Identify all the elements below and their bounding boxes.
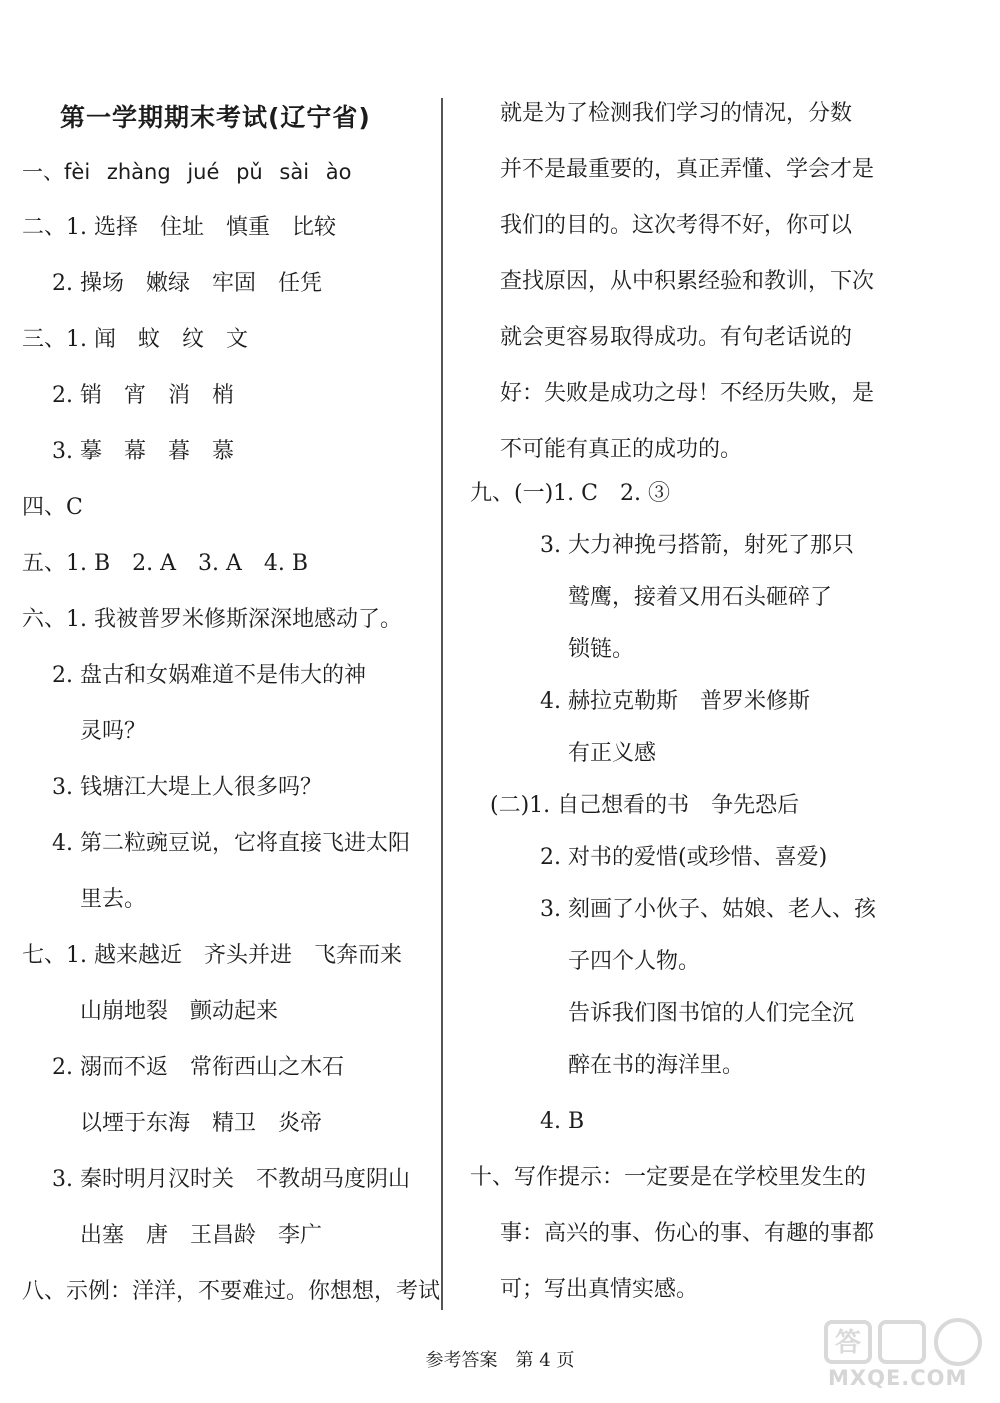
- answer-line: 鹫鹰，接着又用石头砸碎了: [568, 585, 833, 610]
- answer-line: 事：高兴的事、伤心的事、有趣的事都: [500, 1221, 875, 1246]
- answer-line: 告诉我们图书馆的人们完全沉: [568, 1001, 855, 1026]
- answer-line: 醉在书的海洋里。: [568, 1053, 745, 1078]
- answer-line: 子四个人物。: [568, 949, 701, 974]
- page-footer: 参考答案 第 4 页: [425, 1350, 575, 1371]
- answer-line: 3. 大力神挽弓搭箭，射死了那只: [540, 533, 854, 558]
- answer-line: 出塞 唐 王昌龄 李广: [80, 1223, 323, 1248]
- answer-line: 2. 操场 嫩绿 牢固 任凭: [52, 271, 322, 296]
- answer-line: 九、(一)1. C 2. ③: [470, 481, 670, 506]
- answer-line: 3. 摹 幕 暮 慕: [52, 439, 234, 464]
- answer-line: 3. 秦时明月汉时关 不教胡马度阴山: [52, 1167, 410, 1192]
- answer-line: 并不是最重要的，真正弄懂、学会才是: [500, 157, 875, 182]
- answer-line: 有正义感: [568, 741, 657, 766]
- answer-line: 好：失败是成功之母！不经历失败，是: [500, 381, 875, 406]
- answer-line: 七、1. 越来越近 齐头并进 飞奔而来: [22, 943, 402, 968]
- answer-line: 就是为了检测我们学习的情况，分数: [500, 101, 853, 126]
- answer-line: 3. 刻画了小伙子、姑娘、老人、孩: [540, 897, 876, 922]
- answer-line: 十、写作提示：一定要是在学校里发生的: [470, 1165, 867, 1190]
- answer-line: 六、1. 我被普罗米修斯深深地感动了。: [22, 607, 402, 632]
- answer-line: (二)1. 自己想看的书 争先恐后: [490, 793, 800, 818]
- column-divider: [441, 98, 443, 1310]
- answer-line: 2. 销 宵 消 梢: [52, 383, 234, 408]
- answer-line: 八、示例：洋洋，不要难过。你想想，考试: [22, 1279, 441, 1304]
- answer-line: 二、1. 选择 住址 慎重 比较: [22, 215, 336, 240]
- answer-line: 五、1. B 2. A 3. A 4. B: [22, 551, 309, 576]
- answer-line: 2. 溺而不返 常衔西山之木石: [52, 1055, 344, 1080]
- answer-line: 四、C: [22, 495, 83, 520]
- answer-line: 2. 对书的爱惜(或珍惜、喜爱): [540, 845, 828, 870]
- answer-line: 以堙于东海 精卫 炎帝: [80, 1111, 323, 1136]
- answer-line: 就会更容易取得成功。有句老话说的: [500, 325, 853, 350]
- answer-line: 不可能有真正的成功的。: [500, 437, 743, 462]
- page-title: 第一学期期末考试(辽宁省): [60, 103, 371, 132]
- answer-line: 4. 第二粒豌豆说，它将直接飞进太阳: [52, 831, 410, 856]
- answer-line: 我们的目的。这次考得不好，你可以: [500, 213, 853, 238]
- answer-line: 锁链。: [568, 637, 635, 662]
- svg-text:答: 答: [834, 1328, 862, 1358]
- answer-line: 4. B: [540, 1109, 585, 1134]
- answer-line: 山崩地裂 颤动起来: [80, 999, 279, 1024]
- answer-line: 查找原因，从中积累经验和教训，下次: [500, 269, 875, 294]
- answer-line: 3. 钱塘江大堤上人很多吗？: [52, 775, 322, 800]
- answer-line: 4. 赫拉克勒斯 普罗米修斯: [540, 689, 810, 714]
- answer-line: 三、1. 闻 蚊 纹 文: [22, 327, 248, 352]
- answer-line: 里去。: [80, 887, 147, 912]
- answer-line: 可；写出真情实感。: [500, 1277, 699, 1302]
- watermark-text: MXQE.COM: [828, 1366, 968, 1390]
- answer-line: 灵吗？: [80, 719, 147, 744]
- answer-line: 一、fèi zhàng jué pǔ sài ào: [22, 160, 352, 184]
- answer-line: 2. 盘古和女娲难道不是伟大的神: [52, 663, 366, 688]
